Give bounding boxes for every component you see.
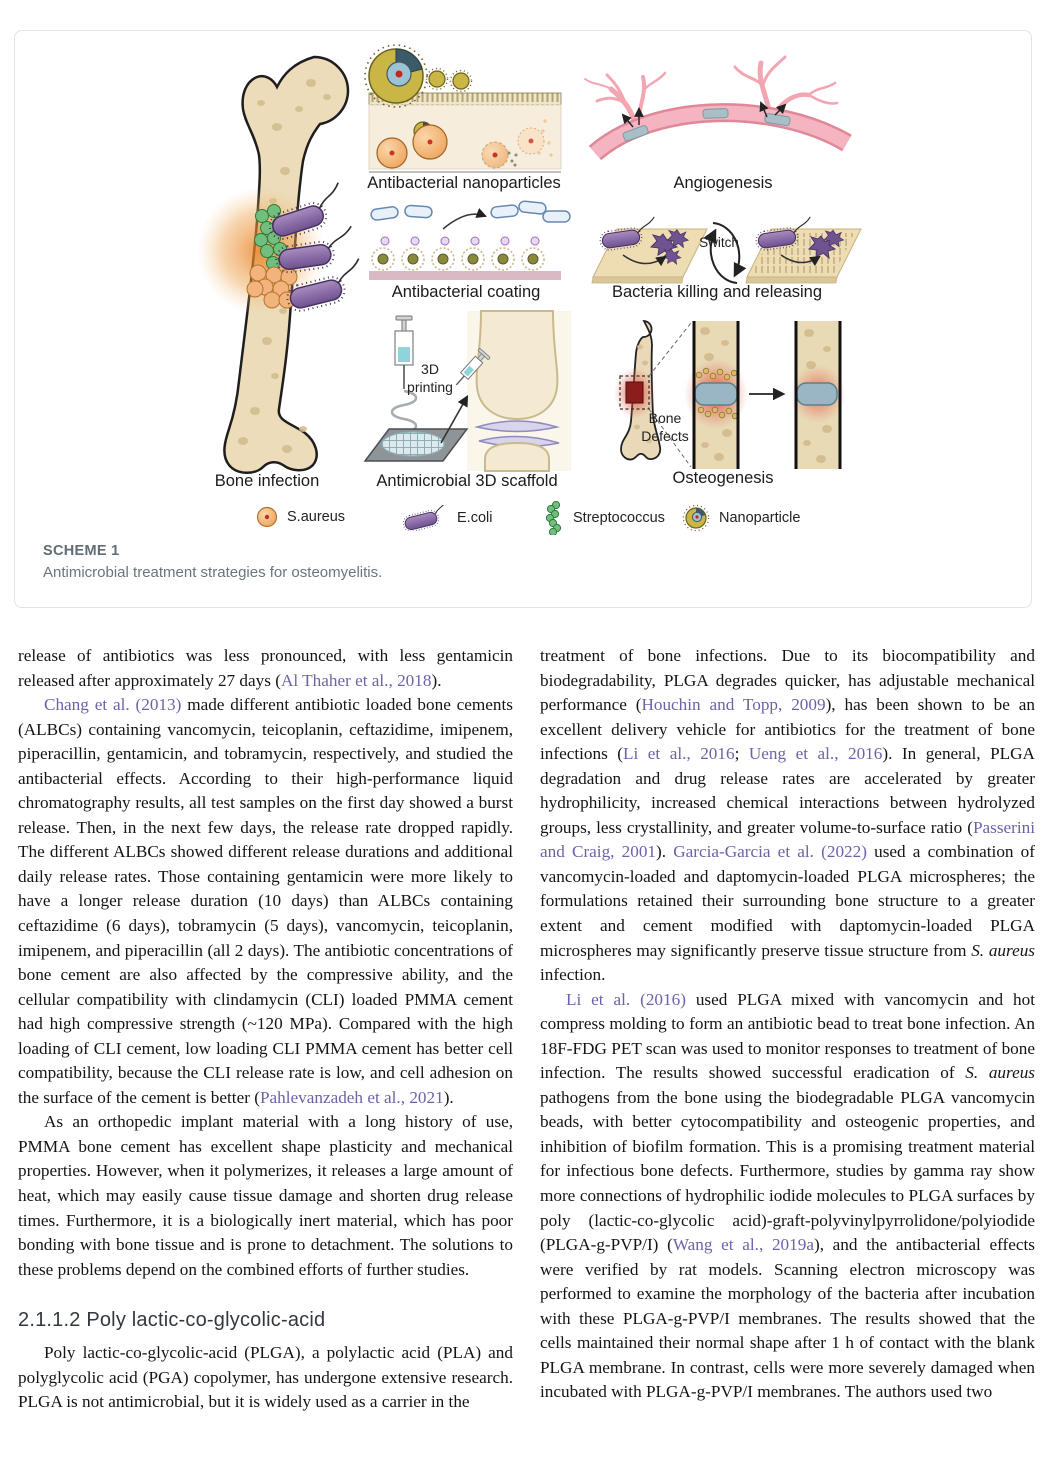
label-antibacterial-coating: Antibacterial coating [391, 283, 541, 301]
antibacterial-nanoparticles-illustration [365, 45, 561, 172]
angiogenesis-illustration [585, 57, 847, 153]
article-body [18, 644, 1035, 1415]
citation-link[interactable]: Ueng et al., 2016 [748, 744, 883, 764]
species-name-italic: S. aureus [965, 1063, 1035, 1083]
legend-label: Nanoparticle [719, 510, 801, 526]
label-angiogenesis: Angiogenesis [673, 174, 773, 192]
bone-defects-annotation-line2: Defects [641, 428, 689, 444]
species-name-italic: S. aureus [971, 940, 1035, 960]
healed-bone-panel [790, 321, 846, 469]
polymer-brush-row [372, 237, 544, 270]
paragraph: Chang et al. (2013) made different antibiotic loaded bone cements (ALBCs) containing vancomycin, teicoplanin, ceftazidime, imipenem, piperacillin, gentamicin, and tobramycin, respectively, and studied the antibacterial effects. According to their high-performance liquid chromatography results, all test samples on the first day showed a burst release. Then, in the next few days, the release rate dropped rapidly. The different ALBCs showed different release durations and additional daily release rates. Those containing gentamicin were more likely to have a longer release duration (10 days) than ALBCs containing ceftazidime (6 days), tobramycin (5 days), vancomycin, teicoplanin, imipenem, and piperacillin (all 2 days). The antibiotic concentrations of bone cement are also affected by the compressive ability, and the cellular compatibility with clindamycin (CLI) loaded PMMA cement had high compressive strength (~120 MPa). Compared with the high loading of CLI cement, low loading CLI PMMA cement has better cell compatibility, because the CLI release rate is low, and cell adhesion on the surface of the cement is better (Pahlevanzadeh et al., 2021). [18, 695, 513, 1107]
label-bone-infection: Bone infection [214, 472, 320, 490]
label-antimicrobial-3d-scaffold: Antimicrobial 3D scaffold [376, 472, 558, 490]
legend-item-saureus [255, 505, 345, 529]
paragraph: Li et al. (2016) used PLGA mixed with vancomycin and hot compress molding to form an antibiotic bead to treat bone infection. An 18F-FDG PET scan was used to monitor responses to treatment of bone infection. The results showed successful eradication of S. aureus pathogens from the bone using the biodegradable PLGA vancomycin beads, with better cytocompatibility and osteogenic properties, and inhibition of biofilm formation. This is a promising treatment material for infectious bone defects. Furthermore, studies by gamma ray show more connections of hydrophilic iodide molecules to PLGA surfaces by poly (lactic-co-glycolic acid)-graft-polyvinylpyrrolidone/polyiodide (PLGA-g-PVP/I) (Wang et al., 2019a), and the antibacterial effects were verified by rat models. Scanning electron microscopy was performed to examine the morphology of the bacteria after incubation with these PLGA-g-PVP/I membranes. The results showed that the cells maintained their normal shape after 1 h of contact with the blank PLGA membrane. In contrast, cells were more severely damaged when incubated with PLGA-g-PVP/I membranes. The authors used two [540, 989, 1035, 1402]
paragraph: release of antibiotics was less pronounced, with less gentamicin released after approximately 27 days (Al Thaher et al., 2018). [18, 646, 513, 690]
legend-label: S.aureus [287, 509, 346, 525]
streptococcus-icon [543, 501, 565, 535]
switch-annotation: Switch [699, 235, 739, 250]
citation-link[interactable]: Li et al., 2016 [623, 744, 735, 764]
label-antibacterial-nanoparticles: Antibacterial nanoparticles [367, 174, 561, 192]
printing-annotation-line2: printing [407, 379, 453, 395]
paragraph: Poly lactic-co-glycolic-acid (PLGA), a polylactic acid (PLA) and polyglycolic acid (PGA) copolymer, has undergone extensive research. PLGA is not antimicrobial, but it is widely used as a carrier in the [18, 1343, 513, 1412]
citation-link[interactable]: Li et al. (2016) [566, 989, 686, 1009]
citation-link[interactable]: Wang et al., 2019a [672, 1235, 814, 1255]
citation-link[interactable]: Houchin and Topp, 2009 [641, 695, 826, 715]
legend-label: Streptococcus [573, 510, 665, 526]
bone-defects-annotation-line1: Bone [648, 410, 682, 426]
figure-caption [43, 543, 382, 581]
legend-item-ecoli [403, 505, 492, 531]
e-coli-icon [403, 505, 449, 531]
paragraph: treatment of bone infections. Due to its biocompatibility and biodegradability, PLGA degrades quicker, has adjustable mechanical performance (Houchin and Topp, 2009), has been shown to be an excellent delivery vehicle for antibiotics for the treatment of bone infections (Li et al., 2016; Ueng et al., 2016). In general, PLGA degradation and drug release rates are accelerated by greater hydrophilicity, increased chemical interactions between hydrolyzed groups, less crystallinity, and greater volume-to-surface ratio (Passerini and Craig, 2001). Garcia-Garcia et al. (2022) used a combination of vancomycin-loaded and daptomycin-loaded PLGA microspheres; the formulations retained their surrounding bone structure to a greater extent and cement modified with daptomycin-loaded PLGA microspheres may significantly preserve tissue structure from S. aureus infection. [540, 646, 1035, 985]
paragraph: As an orthopedic implant material with a long history of use, PMMA bone cement has excellent shape plasticity and mechanical properties. However, when it polymerizes, it releases a large amount of heat, which may easily cause tissue damage and shorten drug release times. Furthermore, it is a biologically inert material, which has poor bonding with bone tissue and is prone to detachment. The solutions to these problems depend on the combined efforts of further studies. [18, 1112, 513, 1279]
citation-link[interactable]: Chang et al. (2013) [44, 695, 182, 715]
section-heading: 2.1.1.2 Poly lactic-co-glycolic-acid [18, 1309, 326, 1332]
bone-defect-panel [684, 321, 748, 469]
label-bacteria-killing: Bacteria killing and releasing [611, 283, 823, 301]
citation-link[interactable]: Pahlevanzadeh et al., 2021 [259, 1087, 444, 1107]
scheme-1-figure [14, 30, 1032, 608]
left-column [18, 644, 513, 1415]
citation-link[interactable]: Garcia-Garcia et al. (2022) [673, 842, 867, 862]
legend-label: E.coli [457, 510, 493, 526]
bone-infection-illustration [197, 57, 368, 473]
legend-item-nanoparticle [681, 503, 800, 533]
s-aureus-icon [255, 505, 279, 529]
citation-link[interactable]: Passerini and Craig, 2001 [540, 817, 1035, 862]
caption-title: SCHEME 1 [43, 543, 120, 559]
legend-item-streptococcus [543, 501, 665, 535]
antibacterial-coating-illustration [369, 201, 570, 280]
label-osteogenesis: Osteogenesis [672, 469, 774, 487]
osteogenesis-illustration [614, 321, 846, 469]
caption-text: Antimicrobial treatment strategies for osteomyelitis. [43, 564, 383, 581]
citation-link[interactable]: Al Thaher et al., 2018 [280, 670, 432, 690]
antimicrobial-3d-scaffold-illustration [365, 311, 571, 471]
nanoparticle-icon [681, 503, 711, 533]
right-column [540, 644, 1035, 1415]
printing-annotation-line1: 3D [421, 361, 439, 377]
